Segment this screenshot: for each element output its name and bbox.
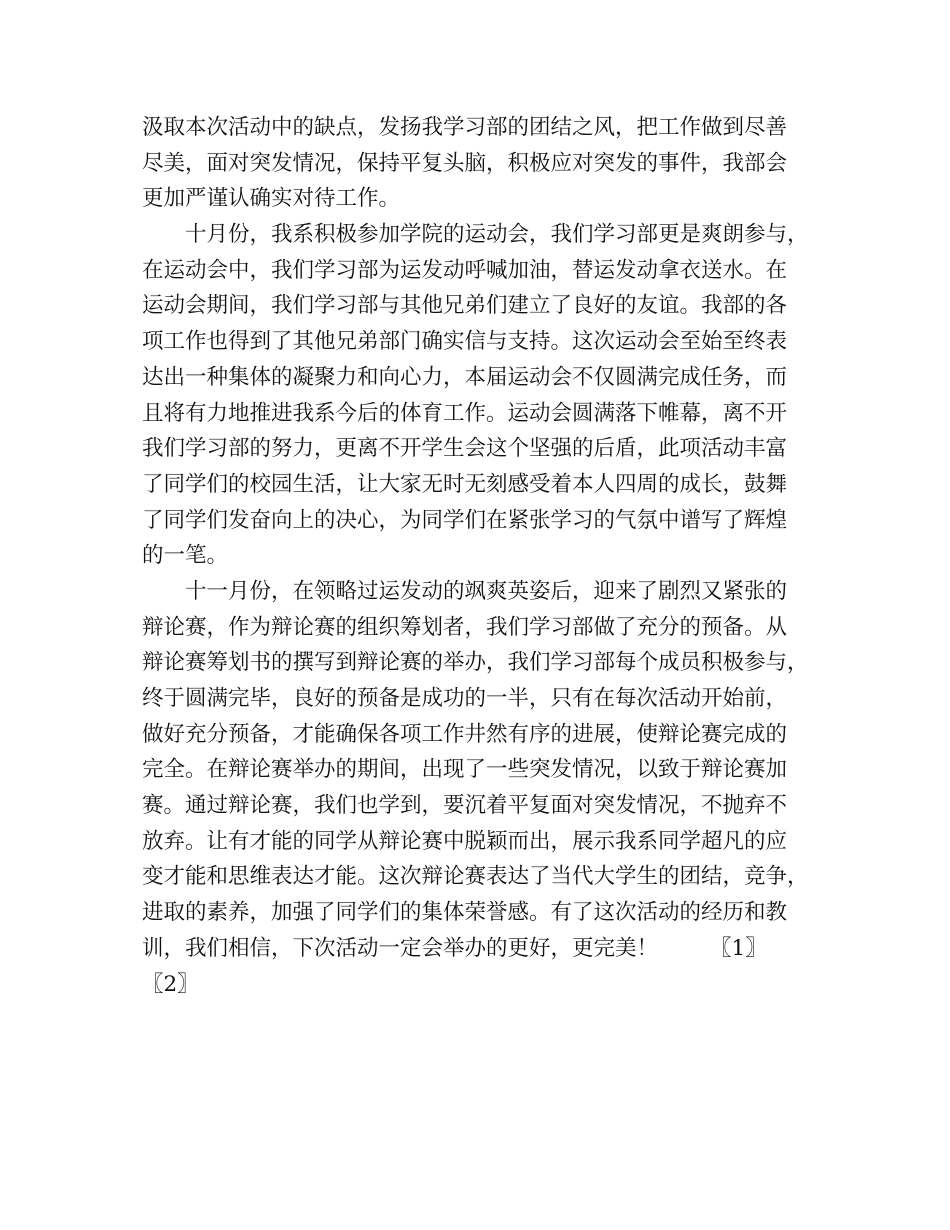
paragraph-2-line — [142, 538, 822, 574]
paragraph-2-line — [142, 396, 822, 432]
line-text: 变才能和思维表达才能。这次辩论赛表达了当代大学生的团结，竞争， — [142, 864, 809, 890]
paragraph-3-line — [142, 574, 822, 610]
reference-link-1[interactable]: 〖1〗 — [710, 935, 767, 961]
line-text: 做好充分预备，才能确保各项工作井然有序的进展，使辩论赛完成的 — [142, 721, 788, 747]
paragraph-2-line — [142, 431, 822, 467]
line-text: 运动会期间，我们学习部与其他兄弟们建立了良好的友谊。我部的各 — [142, 293, 788, 319]
line-text: 尽美，面对突发情况，保持平复头脑，积极应对突发的事件，我部会 — [142, 150, 788, 176]
line-text: 放弃。让有才能的同学从辩论赛中脱颖而出，展示我系同学超凡的应 — [142, 828, 788, 854]
paragraph-3-line — [142, 788, 822, 824]
paragraph-1-line — [142, 110, 822, 146]
paragraph-1-line — [142, 181, 822, 217]
line-text: 十一月份，在领略过运发动的飒爽英姿后，迎来了剧烈又紧张的 — [185, 578, 788, 604]
reference-link-2[interactable]: 〖2〗 — [142, 971, 199, 997]
paragraph-3-line — [142, 681, 822, 717]
line-text: 达出一种集体的凝聚力和向心力，本届运动会不仅圆满完成任务，而 — [142, 364, 788, 390]
paragraph-2-line — [142, 253, 822, 289]
line-text: 项工作也得到了其他兄弟部门确实信与支持。这次运动会至始至终表 — [142, 329, 788, 355]
paragraph-2-line — [142, 324, 822, 360]
line-text: 进取的素养，加强了同学们的集体荣誉感。有了这次活动的经历和教 — [142, 900, 788, 926]
paragraph-3-line — [142, 824, 822, 860]
line-text: 更加严谨认确实对待工作。 — [142, 186, 401, 212]
line-text: 且将有力地推进我系今后的体育工作。运动会圆满落下帷幕，离不开 — [142, 400, 788, 426]
line-text: 了同学们的校园生活，让大家无时无刻感受着本人四周的成长，鼓舞 — [142, 471, 788, 497]
paragraph-1-line — [142, 146, 822, 182]
paragraph-3-line — [142, 610, 822, 646]
line-text: 十月份，我系积极参加学院的运动会，我们学习部更是爽朗参与， — [185, 222, 809, 248]
paragraph-2-line — [142, 217, 822, 253]
line-text: 的一笔。 — [142, 543, 229, 569]
paragraph-2-line — [142, 288, 822, 324]
paragraph-3-line — [142, 931, 822, 967]
paragraph-3-line — [142, 717, 822, 753]
paragraph-3-line — [142, 752, 822, 788]
line-text: 辩论赛筹划书的撰写到辩论赛的举办，我们学习部每个成员积极参与， — [142, 650, 809, 676]
paragraph-2-line — [142, 467, 822, 503]
line-text: 完全。在辩论赛举办的期间，出现了一些突发情况，以致于辩论赛加 — [142, 757, 788, 783]
paragraph-3-line — [142, 645, 822, 681]
line-text: 我们学习部的努力，更离不开学生会这个坚强的后盾，此项活动丰富 — [142, 436, 788, 462]
line-text: 辩论赛，作为辩论赛的组织筹划者，我们学习部做了充分的预备。从 — [142, 614, 788, 640]
paragraph-3-line — [142, 895, 822, 931]
line-text: 赛。通过辩论赛，我们也学到，要沉着平复面对突发情况，不抛弃不 — [142, 793, 788, 819]
reference-line — [142, 967, 822, 1003]
paragraph-2-line — [142, 503, 822, 539]
line-text: 训，我们相信，下次活动一定会举办的更好，更完美！ — [142, 935, 659, 961]
paragraph-2-line — [142, 360, 822, 396]
line-text: 了同学们发奋向上的决心，为同学们在紧张学习的气氛中谱写了辉煌 — [142, 507, 788, 533]
line-text: 汲取本次活动中的缺点，发扬我学习部的团结之风，把工作做到尽善 — [142, 115, 788, 140]
line-text: 终于圆满完毕，良好的预备是成功的一半，只有在每次活动开始前， — [142, 686, 788, 711]
paragraph-3-line — [142, 859, 822, 895]
line-text: 在运动会中，我们学习部为运发动呼喊加油，替运发动拿衣送水。在 — [142, 257, 788, 283]
document-body — [142, 110, 822, 1002]
